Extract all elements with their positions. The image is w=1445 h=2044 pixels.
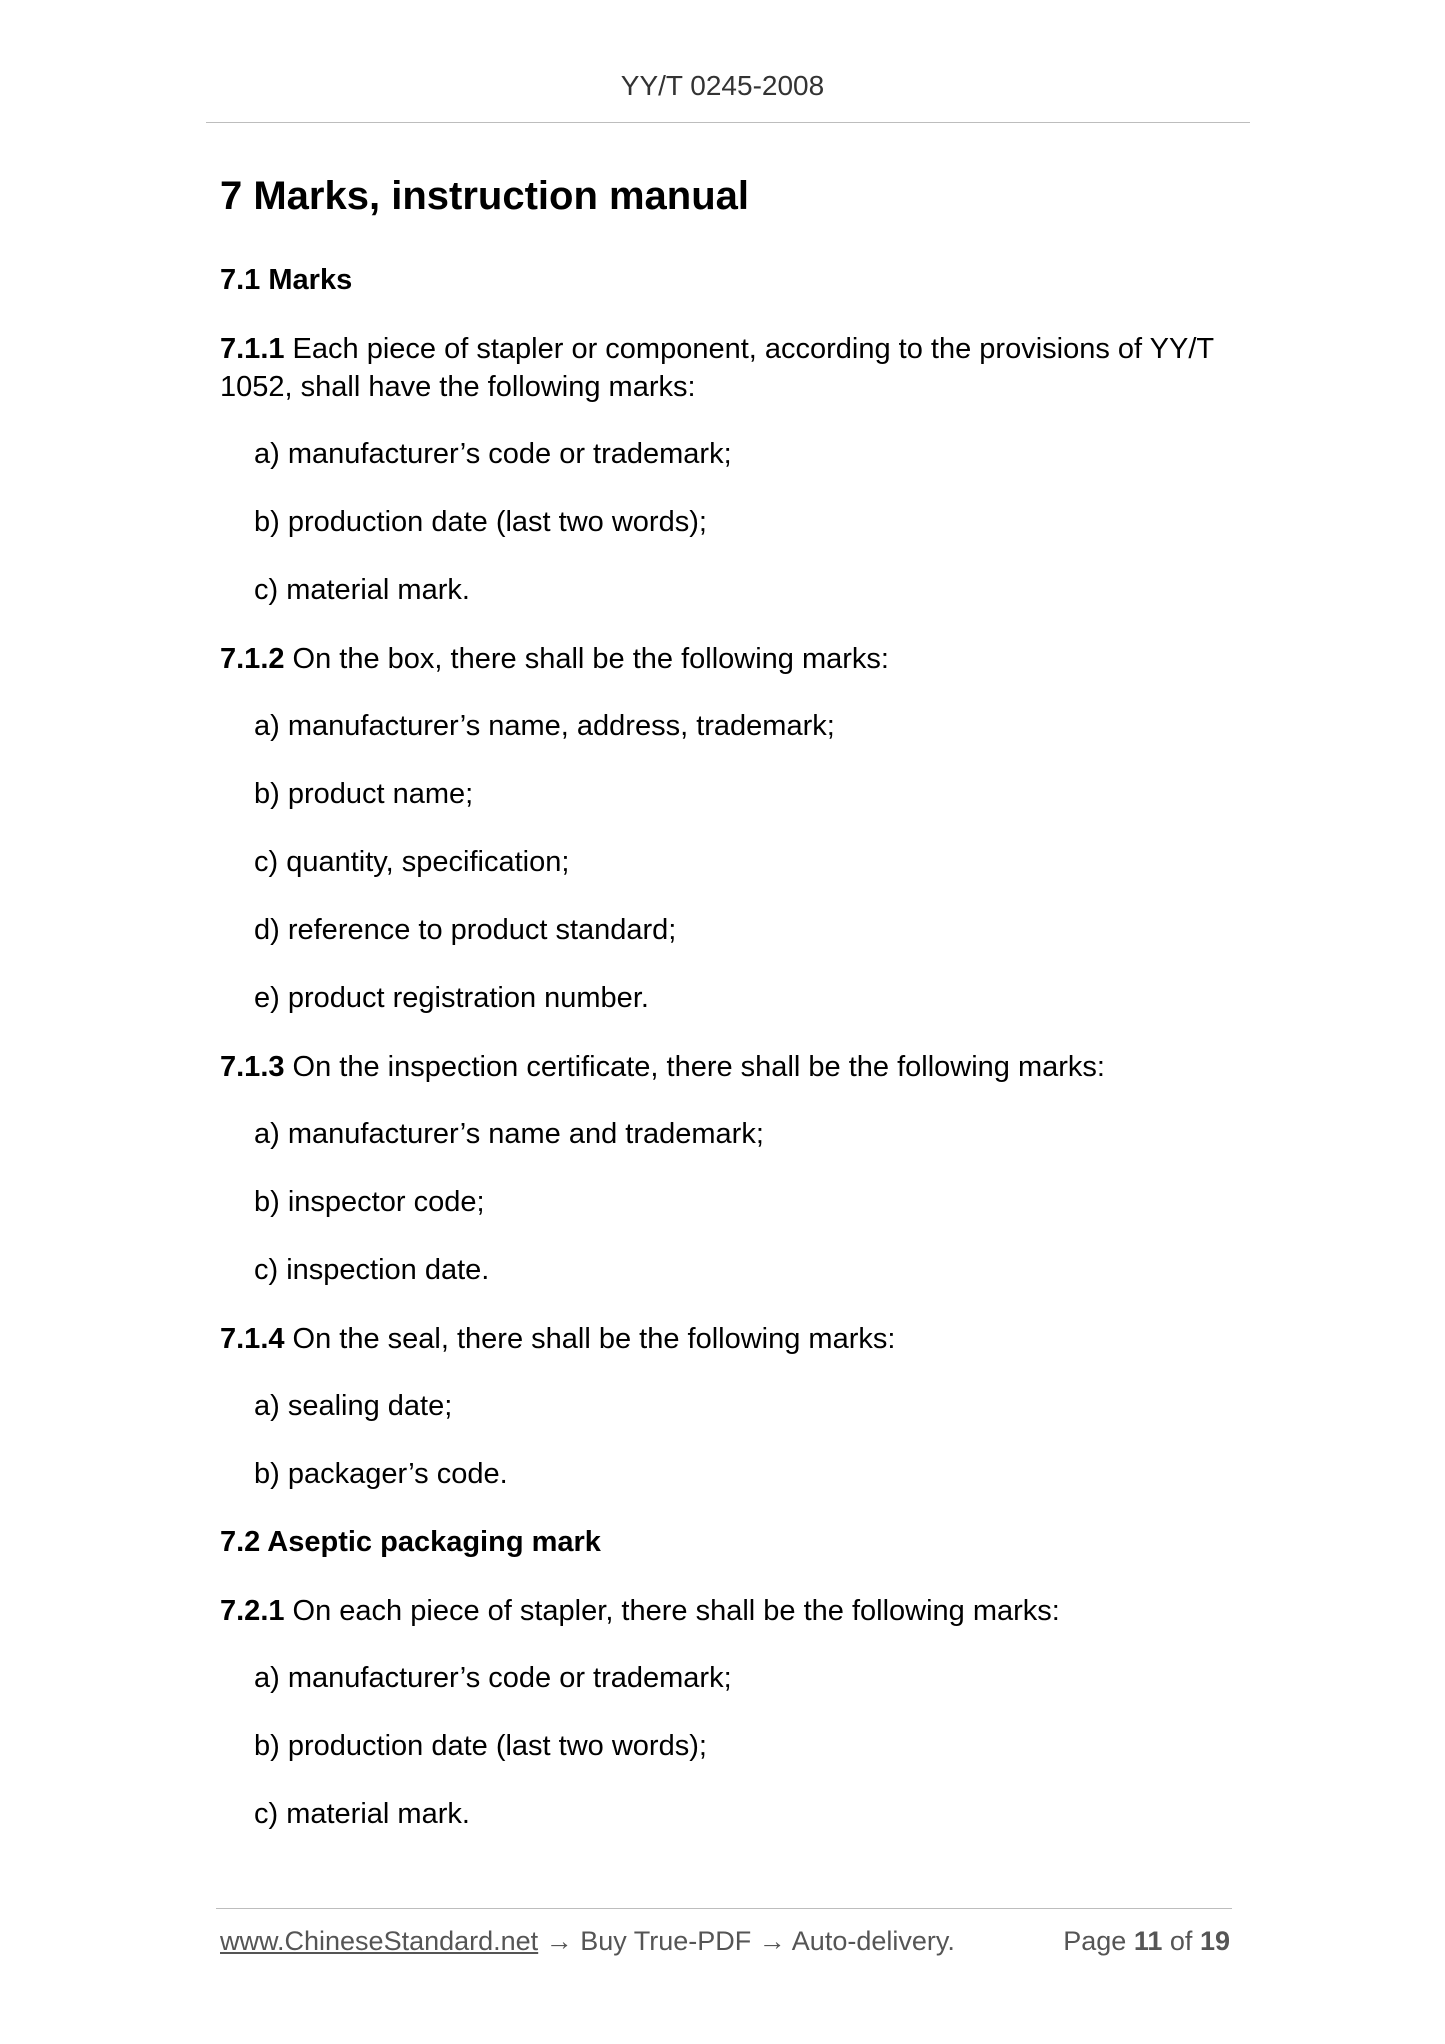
subsection-title-7-2: 7.2 Aseptic packaging mark [220,1526,601,1558]
clause-7-1-1 [220,330,1240,406]
section-title: 7 Marks, instruction manual [220,174,750,218]
clause-7-2-1 [220,1592,1240,1630]
list-item: c) quantity, specification; [254,846,570,878]
page-content [220,170,1240,1864]
list-item: c) material mark. [254,574,470,606]
list-item: b) packager’s code. [254,1458,508,1490]
footer-promo [220,1926,955,1957]
list-item: b) inspector code; [254,1186,485,1218]
clause-number: 7.1.2 [220,643,285,675]
page-label: Page [1063,1926,1127,1956]
arrow-right-icon: → [545,1926,573,1956]
clause-number: 7.1.4 [220,1323,285,1355]
delivery-text: Auto-delivery. [791,1926,955,1956]
site-link[interactable]: www.ChineseStandard.net [220,1926,539,1956]
list-item: a) manufacturer’s name, address, trademark; [254,710,835,742]
header-divider [206,122,1250,123]
page-current: 11 [1133,1926,1163,1956]
clause-7-1-3 [220,1048,1240,1086]
list-item: a) manufacturer’s name and trademark; [254,1118,764,1150]
clause-7-1-4 [220,1320,1240,1358]
page-footer [220,1926,1230,1966]
subsection-title-7-1: 7.1 Marks [220,264,353,296]
list-item: b) product name; [254,778,474,810]
clause-number: 7.2.1 [220,1595,285,1627]
list-item: a) manufacturer’s code or trademark; [254,438,732,470]
arrow-right-icon: → [758,1926,786,1956]
list-item: b) production date (last two words); [254,506,707,538]
clause-text: On the box, there shall be the following marks: [284,643,889,675]
clause-number: 7.1.3 [220,1051,285,1083]
buy-text: Buy True-PDF [580,1926,752,1956]
list-item: c) inspection date. [254,1254,490,1286]
list-item: c) material mark. [254,1798,470,1830]
clause-7-1-2 [220,640,1240,678]
footer-divider [216,1908,1232,1909]
list-item: a) sealing date; [254,1390,453,1422]
list-item: e) product registration number. [254,982,649,1014]
list-item: b) production date (last two words); [254,1730,707,1762]
document-code-header: YY/T 0245-2008 [620,70,825,101]
clause-text: On the seal, there shall be the following marks: [284,1323,896,1355]
clause-text: On the inspection certificate, there shall be the following marks: [284,1051,1105,1083]
page-number [1063,1926,1230,1957]
clause-text: Each piece of stapler or component, according to the provisions of YY/T 1052, shall have the following marks: [220,333,1214,403]
clause-text: On each piece of stapler, there shall be the following marks: [284,1595,1060,1627]
list-item: a) manufacturer’s code or trademark; [254,1662,732,1694]
page-total: 19 [1199,1926,1230,1956]
clause-number: 7.1.1 [220,333,285,365]
list-item: d) reference to product standard; [254,914,677,946]
of-label: of [1169,1926,1193,1956]
